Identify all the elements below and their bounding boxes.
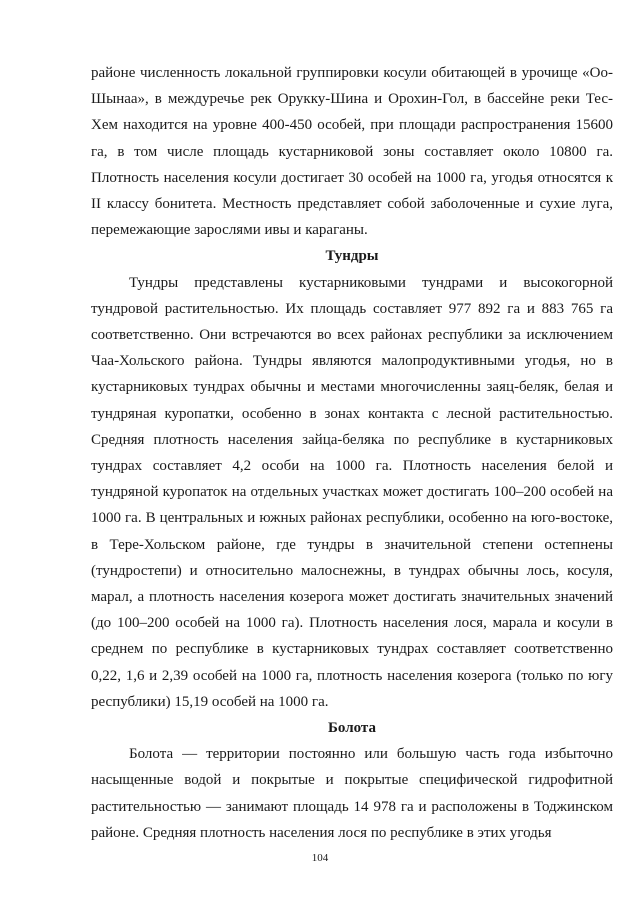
- page-number: 104: [311, 852, 329, 864]
- section-heading-swamps: Болота: [328, 720, 376, 737]
- page-body: [91, 60, 613, 846]
- section-heading-tundra: Тундры: [325, 248, 379, 265]
- swamps-paragraph: Болота — территории постоянно или большую часть года избыточно насыщенные водой и покрытые и покрытые специфической гидрофитной растительностью — занимают площадь 14 978 га и расположены в Тоджинском районе. Средняя плотность населения лося по республике в этих угодья: [91, 746, 613, 841]
- continued-paragraph: районе численность локальной группировки косули обитающей в урочище «Оо-Шынаа», в междуречье рек Орукку-Шина и Орохин-Гол, в бассейне реки Тес-Хем находится на уровне 400-450 особей, при площади распространения 15600 га, в том числе площадь кустарниковой зоны составляет около 10800 га. Плотность населения косули достигает 30 особей на 1000 га, угодья относятся к II классу бонитета. Местность представляет собой заболоченные и сухие луга, перемежающие зарослями ивы и караганы.: [91, 65, 613, 239]
- tundra-paragraph: Тундры представлены кустарниковыми тундрами и высокогорной тундровой растительностью. Их площадь составляет 977 892 га и 883 765 га соответственно. Они встречаются во всех районах республики за исключением Чаа-Хольского района. Тундры являются малопродуктивными угодья, но в кустарниковых тундрах обычны и местами многочисленны заяц-беляк, белая и тундряная куропатки, особенно в зонах контакта с лесной растительностью. Средняя плотность населения зайца-беляка по республике в кустарниковых тундрах составляет 4,2 особи на 1000 га. Плотность населения белой и тундряной куропаток на отдельных участках может достигать 100–200 особей на 1000 га. В центральных и южных районах республики, особенно на юго-востоке, в Тере-Хольском районе, где тундры в значительной степени остепнены (тундростепи) и относительно малоснежны, в тундрах обычны лось, косуля, марал, а плотность населения козерога может достигать значительных значений (до 100–200 особей на 1000 га). Плотность населения лося, марала и косули в среднем по республике в кустарниковых тундрах составляет соответственно 0,22, 1,6 и 2,39 особей на 1000 га, плотность населения козерога (только по югу республики) 15,19 особей на 1000 га.: [91, 274, 613, 710]
